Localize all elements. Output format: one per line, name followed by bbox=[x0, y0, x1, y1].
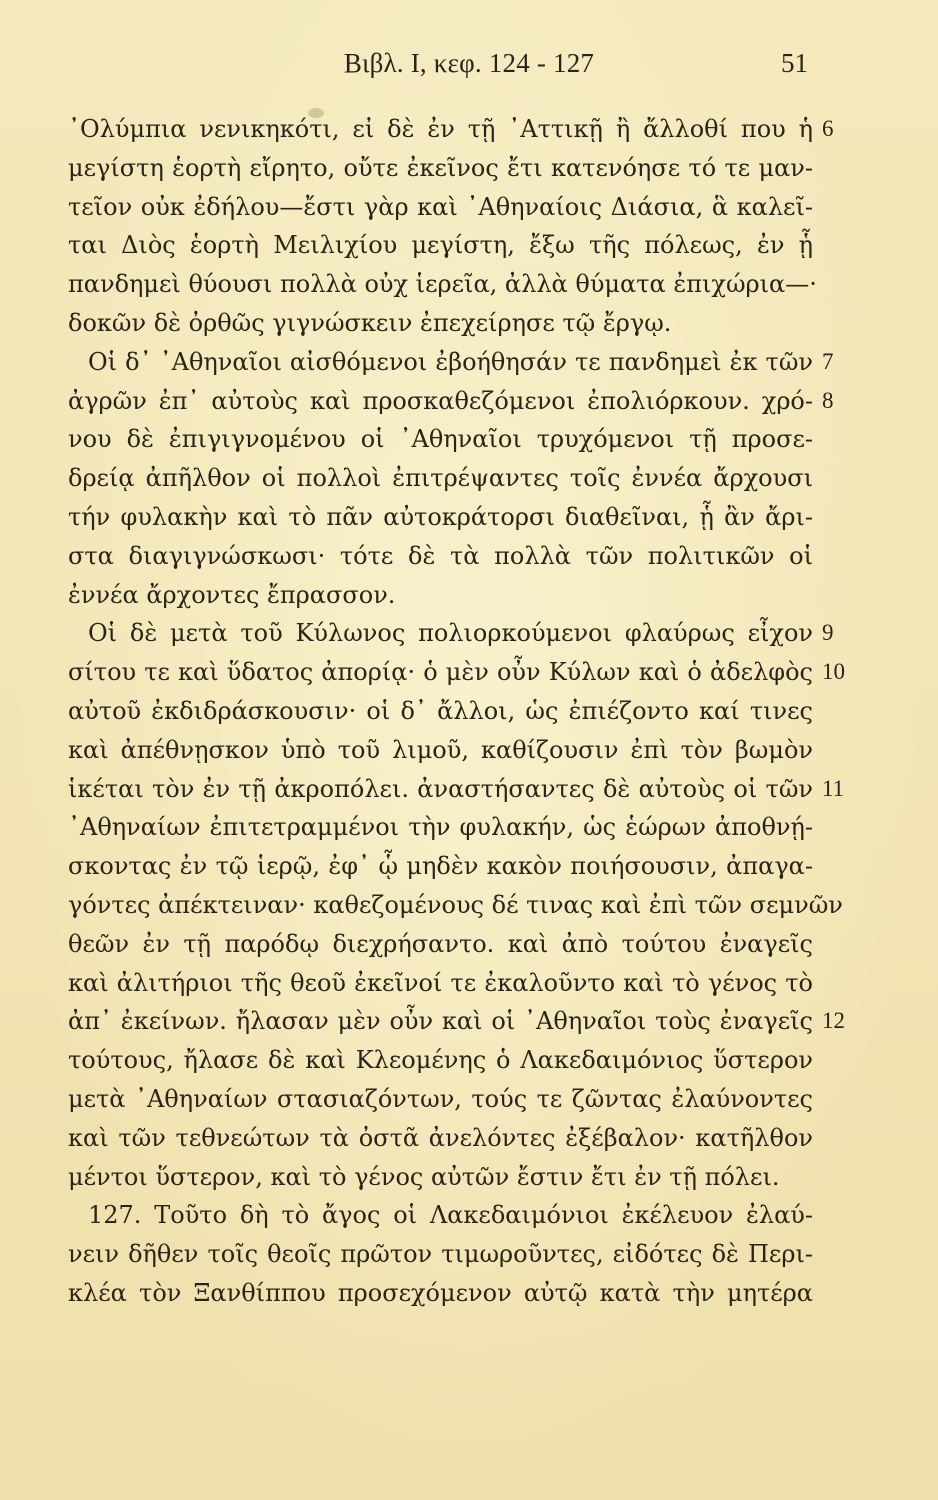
text-line bbox=[68, 847, 813, 886]
text-line bbox=[68, 110, 834, 149]
line-text: μεγίστη ἑορτὴ εἴρητο, οὔτε ἐκεῖνος ἔτι κατενόησε τό τε μαν- bbox=[68, 153, 813, 182]
text-line bbox=[68, 614, 834, 653]
text-line bbox=[68, 1041, 813, 1080]
line-text: Οἱ δὲ μετὰ τοῦ Κύλωνος πολιορκούμενοι φλαύρως εἶχον bbox=[88, 619, 813, 648]
line-text: καὶ ἀλιτήριοι τῆς θεοῦ ἐκεῖνοί τε ἐκαλοῦντο καὶ τὸ γένος τὸ bbox=[68, 968, 813, 997]
line-text: πανδημεὶ θύουσι πολλὰ οὐχ ἱερεῖα, ἀλλὰ θύματα ἐπιχώρια—· bbox=[68, 270, 817, 299]
line-text: ἐννέα ἄρχοντες ἔπρασσον. bbox=[68, 580, 396, 609]
text-line bbox=[68, 925, 813, 964]
line-text: ἱκέται τὸν ἐν τῇ ἀκροπόλει. ἀναστήσαντες δὲ αὐτοὺς οἱ τῶν bbox=[68, 774, 813, 803]
section-number: 9 bbox=[822, 620, 834, 646]
text-line bbox=[68, 498, 813, 537]
line-text: γόντες ἀπέκτειναν· καθεζομένους δέ τινας καὶ ἐπὶ τῶν σεμνῶν bbox=[68, 890, 843, 919]
line-text: μέντοι ὕστερον, καὶ τὸ γένος αὐτῶν ἔστιν ἔτι ἐν τῇ πόλει. bbox=[68, 1162, 780, 1191]
text-line bbox=[68, 304, 813, 343]
text-line bbox=[68, 731, 813, 770]
text-line bbox=[68, 692, 813, 731]
section-number: 7 bbox=[822, 348, 834, 374]
line-text: αὐτοῦ ἐκδιδράσκουσιν· οἱ δ᾿ ἄλλοι, ὡς ἐπιέζοντο καί τινες bbox=[68, 696, 813, 725]
section-number: 8 bbox=[822, 387, 834, 413]
page-header bbox=[0, 48, 938, 88]
line-text: θεῶν ἐν τῇ παρόδῳ διεχρήσαντο. καὶ ἀπὸ τούτου ἐναγεῖς bbox=[68, 929, 813, 958]
line-text: καὶ ἀπέθνῃσκον ὑπὸ τοῦ λιμοῦ, καθίζουσιν ἐπὶ τὸν βωμὸν bbox=[68, 735, 813, 764]
text-line bbox=[68, 188, 813, 227]
line-text: ἀγρῶν ἐπ᾿ αὐτοὺς καὶ προσκαθεζόμενοι ἐπολιόρκουν. χρό- bbox=[68, 386, 813, 415]
text-line bbox=[68, 1119, 813, 1158]
text-line bbox=[68, 1080, 813, 1119]
line-text: μετὰ ᾿Αθηναίων στασιαζόντων, τούς τε ζῶντας ἐλαύνοντες bbox=[68, 1084, 813, 1113]
line-text: τούτους, ἤλασε δὲ καὶ Κλεομένης ὁ Λακεδαιμόνιος ὕστερον bbox=[68, 1046, 813, 1075]
text-line bbox=[68, 459, 813, 498]
line-text: κλέα τὸν Ξανθίππου προσεχόμενον αὐτῷ κατὰ τὴν μητέρα bbox=[68, 1278, 813, 1307]
line-text: τήν φυλακὴν καὶ τὸ πᾶν αὐτοκράτορσι διαθεῖναι, ᾗ ἂν ἄρι- bbox=[68, 502, 813, 531]
body-text bbox=[68, 110, 845, 1313]
text-line bbox=[68, 808, 813, 847]
line-text: νου δὲ ἐπιγιγνομένου οἱ ᾿Αθηναῖοι τρυχόμενοι τῇ προσε- bbox=[68, 425, 813, 454]
line-text: σίτου τε καὶ ὕδατος ἀπορίᾳ· ὁ μὲν οὖν Κύλων καὶ ὁ ἀδελφὸς bbox=[68, 658, 813, 687]
line-text: στα διαγιγνώσκωσι· τότε δὲ τὰ πολλὰ τῶν πολιτικῶν οἱ bbox=[68, 541, 813, 570]
text-line bbox=[68, 1235, 813, 1274]
section-number: 11 bbox=[822, 775, 845, 801]
text-line bbox=[68, 226, 813, 265]
text-line bbox=[68, 1196, 813, 1235]
line-text: δοκῶν δὲ ὀρθῶς γιγνώσκειν ἐπεχείρησε τῷ ἔργῳ. bbox=[68, 308, 672, 337]
line-text: Οἱ δ᾿ ᾿Αθηναῖοι αἰσθόμενοι ἐβοήθησάν τε πανδημεὶ ἐκ τῶν bbox=[88, 347, 813, 376]
line-text: ᾿Αθηναίων ἐπιτετραμμένοι τὴν φυλακήν, ὡς ἑώρων ἀποθνῄ- bbox=[68, 813, 813, 842]
line-text: τεῖον οὐκ ἐδήλου—ἔστι γὰρ καὶ ᾿Αθηναίοις Διάσια, ἃ καλεῖ- bbox=[68, 192, 813, 221]
text-line bbox=[68, 420, 813, 459]
line-text: δρείᾳ ἀπῆλθον οἱ πολλοὶ ἐπιτρέψαντες τοῖς ἐννέα ἄρχουσι bbox=[68, 464, 813, 493]
text-line bbox=[68, 149, 813, 188]
line-text: καὶ τῶν τεθνεώτων τὰ ὀστᾶ ἀνελόντες ἐξέβαλον· κατῆλθον bbox=[68, 1123, 813, 1152]
section-number: 10 bbox=[822, 659, 845, 685]
text-line bbox=[68, 265, 817, 304]
line-text: 127. Τοῦτο δὴ τὸ ἄγος οἱ Λακεδαιμόνιοι ἐκέλευον ἐλαύ- bbox=[88, 1201, 813, 1230]
page-number: 51 bbox=[781, 48, 808, 78]
line-text: ἀπ᾿ ἐκείνων. ἤλασαν μὲν οὖν καὶ οἱ ᾿Αθηναῖοι τοὺς ἐναγεῖς bbox=[68, 1007, 813, 1036]
running-head: Βιβλ. Ι, κεφ. 124 - 127 bbox=[343, 48, 595, 78]
text-line bbox=[68, 1158, 813, 1197]
text-line bbox=[68, 770, 845, 809]
text-line bbox=[68, 537, 813, 576]
text-line bbox=[68, 576, 813, 615]
section-number: 12 bbox=[822, 1008, 845, 1034]
line-text: ᾿Ολύμπια νενικηκότι, εἰ δὲ ἐν τῇ ᾿Αττικῇ ἢ ἄλλοθί που ἡ bbox=[68, 115, 813, 143]
line-text: ται Διὸς ἑορτὴ Μειλιχίου μεγίστη, ἔξω τῆς πόλεως, ἐν ᾗ bbox=[68, 231, 813, 260]
text-line bbox=[68, 653, 845, 692]
text-line bbox=[68, 886, 843, 925]
text-line bbox=[68, 1274, 813, 1313]
text-line bbox=[68, 964, 813, 1003]
text-line bbox=[68, 343, 834, 382]
line-text: σκοντας ἐν τῷ ἱερῷ, ἐφ᾿ ᾧ μηδὲν κακὸν ποιήσουσιν, ἀπαγα- bbox=[68, 852, 813, 881]
text-line bbox=[68, 1002, 845, 1041]
text-line bbox=[68, 382, 834, 421]
line-text: νειν δῆθεν τοῖς θεοῖς πρῶτον τιμωροῦντες, εἰδότες δὲ Περι- bbox=[68, 1240, 813, 1269]
section-number: 6 bbox=[822, 116, 834, 141]
